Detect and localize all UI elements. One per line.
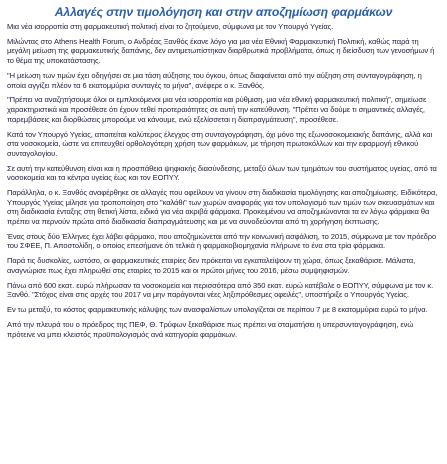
article-paragraph-2: Μιλώντας στο Athens Health Forum, ο Ανδρέας Ξανθός έκανε λόγο για μια νέα Εθνική Φαρμακευτική Πολιτική, καθώς παρά τη μεγάλη μείωση της φαρμακευτικής δαπάνης, δεν αντιμετωπίστηκαν διαρθρωτικά προβλήματα, όπως η διείσδυση των γενοσήμων ή το θέμα της υποκατάστασης. [7, 36, 435, 66]
article-paragraph-6: Σε αυτή την κατεύθυνση είναι και η προσπάθεια ψηφιακής διασύνδεσης, μεταξύ όλων των τμημάτων του συστήματος υγείας, από τα νοσοκομεία και τα κέντρα υγείας έως και τον ΕΟΠΥΥ. [7, 163, 437, 183]
article-paragraph-1: Μια νέα ισορροπία στη φαρμακευτική πολιτική είναι το ζητούμενο, σύμφωνα με τον Υπουργό Υγείας. [7, 22, 334, 31]
article-title: Αλλαγές στην τιμολόγηση και στην αποζημίωση φαρμάκων [54, 5, 393, 19]
article-paragraph-10: Πάνω από 600 εκατ. ευρώ πλήρωσαν τα νοσοκομεία και περισσότερα από 350 εκατ. ευρώ κατέβαλε ο ΕΟΠΥΥ, σύμφωνα με τον κ. Ξανθό. "Στόχος είναι στις αρχές του 2017 να μην παράγονται νέες ληξιπρόθεσμες οφειλές", υποστήριξε ο Υπουργός Υγείας. [7, 280, 434, 300]
article-paragraph-7: Παράλληλα, ο κ. Ξανθός αναφέρθηκε σε αλλαγές που οφείλουν να γίνουν στη διαδικασία τιμολόγησης και αποζημίωσης. Ειδικότερα, Υπουργός Υγείας μίλησε για τροποποίηση στο "καλάθι" των χωρών αναφοράς για τον υπολογισμό των τιμών των σκευασμάτων και στη διαδικασία ένταξης στη θετική λίστα, ειδικά για νέα ακριβά φάρμακα. Προκειμένου να αποζημιώνονται τα εν λόγω φάρμακα θα πρέπει να περνούν πρώτα από διαδικασία διαπραγμάτευσης και με να συνοδεύονται από τη χορήγηση έκπτωσης. [7, 188, 438, 226]
article-paragraph-12: Από την πλευρά του ο πρόεδρος της ΠΕΦ, Θ. Τρύφων ξεκαθάρισε πως πρέπει να σταματήσει η υπερσυνταγογράφηση, ενώ πρότεινε να μπει κλειστός προϋπολογισμός ανά κατηγορία φαρμάκων. [7, 320, 414, 339]
article-paragraph-4: "Πρέπει να αναζητήσουμε όλοι οι εμπλεκόμενοι μια νέα ισορροπία και ρύθμιση, μια νέα εθνική φαρμακευτική πολιτική", σημείωσε χαρακτηριστικά και προσέθεσε ότι έχουν τεθεί προτεραιότητες σε αυτή την κατεύθυνση. "Πρέπει να δούμε τι σημαντικές αλλαγές, παρεμβάσεις και διορθώσεις μπορούμε να κάνουμε, ενώ εξελίσσεται η διαπραγμάτευση", προσέθεσε. [7, 95, 427, 124]
article-paragraph-3: "Η μείωση των τιμών έχει οδηγήσει σε μια τάση αύξησης του όγκου, όπως διαφαίνεται από την αύξηση στη συνταγογράφηση, η οποία αγγίζει πλέον τα 6 εκατομμύρια συνταγές το μήνα", ανέφερε ο κ. Ξανθός. [7, 70, 422, 90]
article-paragraph-5: Κατά τον Υπουργό Υγείας, απαιτείται καλύτερος έλεγχος στη συνταγογράφηση, όχι μόνο της εξωνοσοκομειακής δαπάνης, αλλά και στα νοσοκομεία, ώστε να επιτευχθεί ορθολογότερη χρήση των φαρμάκων, με τήρηση πρωτοκόλλων και την εφαρμογή εθνικού συνταγολογίου. [7, 129, 433, 158]
article-paragraph-8: Ένας στους δύο Έλληνες έχει λάβει φάρμακο, που αποζημιώνεται από την κοινωνική ασφάλιση, το 2015, σύμφωνα με τον πρόεδρο του ΣΦΕΕ, Π. Αποστολίδη, ο οποίος επεσήμανε ότι τελικά η φαρμακοβιομηχανία πλήρωνε το ένα στα τρία φάρμακα. [7, 231, 437, 251]
article-paragraph-9: Παρά τις δυσκολίες, ωστόσο, οι φαρμακευτικές εταιρίες δεν πρόκειται να εγκαταλείψουν τη χώρα, όπως ξεκαθάρισε. Μάλιστα, αναγνώρισε πως έχει πληρωθεί στις εταιρίες το 2015 και οι πρώτοι μήνες του 2016, μέσω συμψηφισμών. [7, 256, 416, 275]
article-paragraph-11: Εν τω μεταξύ, το κόστος φαρμακευτικής κάλυψης των ανασφαλίστων υπολογίζεται σε περίπου 7 με 8 εκατομμύρια ευρώ το μήνα. [7, 305, 428, 315]
